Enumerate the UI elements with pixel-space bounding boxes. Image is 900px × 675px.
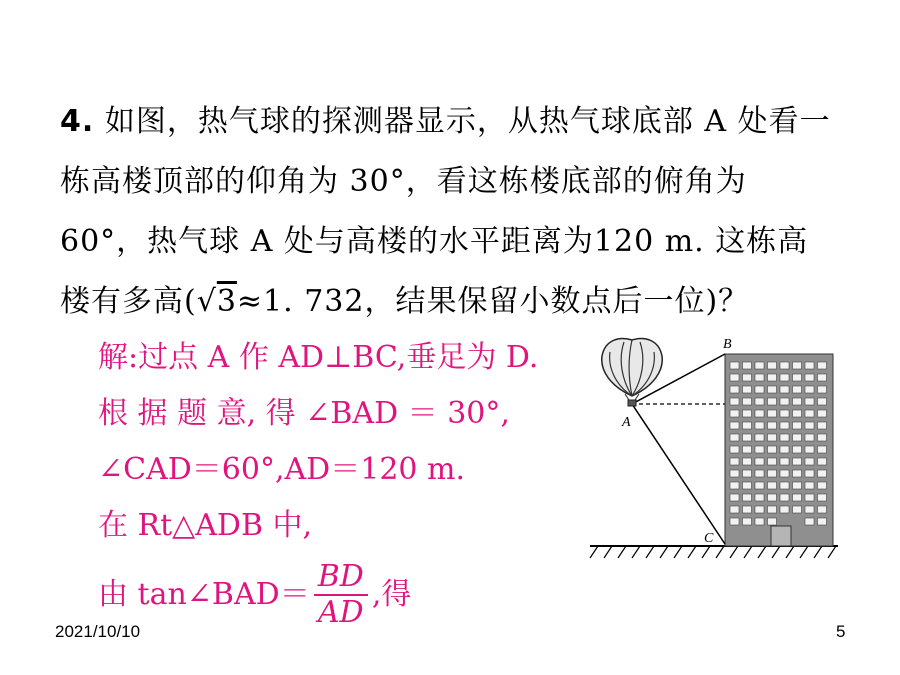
solution-line-2: 根 据 题 意, 得 ∠BAD ＝ 30°, [98, 396, 510, 431]
building-window [768, 386, 777, 393]
building-window [818, 398, 827, 405]
building-window [780, 362, 789, 369]
building-window [743, 518, 752, 525]
building-window [793, 398, 802, 405]
building-window [805, 386, 814, 393]
building-window [818, 506, 827, 513]
fraction [314, 560, 368, 630]
building-window [805, 374, 814, 381]
building-window [805, 458, 814, 465]
problem-line-2: 栋高楼顶部的仰角为 30°，看这栋楼底部的俯角为 [60, 164, 747, 199]
building-window [805, 470, 814, 477]
building-window [755, 458, 764, 465]
building-window [805, 410, 814, 417]
problem-line-4-pre: 楼有多高(√ [60, 284, 217, 319]
building-window [768, 398, 777, 405]
label-C: C [704, 531, 714, 546]
building-window [818, 434, 827, 441]
building-window [818, 374, 827, 381]
building-window [730, 386, 739, 393]
problem-line-4-post: ≈1. 732，结果保留小数点后一位)？ [236, 284, 750, 319]
building-window [818, 386, 827, 393]
line-AC [632, 404, 725, 544]
building-window [755, 470, 764, 477]
building-window [780, 458, 789, 465]
building-door [771, 526, 791, 546]
building-window [793, 374, 802, 381]
hot-air-balloon-icon [602, 339, 663, 406]
building [725, 354, 833, 546]
building-window [768, 362, 777, 369]
building-window [805, 446, 814, 453]
building-window [793, 410, 802, 417]
building-window [730, 482, 739, 489]
building-window [793, 470, 802, 477]
building-window [743, 458, 752, 465]
ground [590, 546, 838, 558]
building-window [730, 410, 739, 417]
building-window [780, 386, 789, 393]
building-window [730, 374, 739, 381]
building-window [755, 362, 764, 369]
building-window [768, 446, 777, 453]
building-window [818, 422, 827, 429]
building-window [780, 494, 789, 501]
problem-line-4 [60, 272, 840, 332]
building-window [780, 422, 789, 429]
problem-radicand: 3 [216, 284, 237, 319]
building-window [755, 518, 764, 525]
building-window [793, 446, 802, 453]
building-window [805, 434, 814, 441]
building-window [755, 410, 764, 417]
building-window [818, 494, 827, 501]
building-window [730, 458, 739, 465]
building-window [805, 494, 814, 501]
building-window [793, 362, 802, 369]
building-window [743, 470, 752, 477]
building-window [730, 470, 739, 477]
building-window [730, 506, 739, 513]
building-window [743, 494, 752, 501]
building-window [755, 446, 764, 453]
building-window [768, 410, 777, 417]
page-number: 5 [836, 622, 846, 641]
building-window [755, 374, 764, 381]
solution-line-1: 解:过点 A 作 AD⊥BC,垂足为 D. [98, 340, 539, 375]
building-window [793, 422, 802, 429]
building-window [805, 422, 814, 429]
solution-line-3: ∠CAD＝60°,AD＝120 m. [98, 452, 466, 487]
building-window [730, 494, 739, 501]
building-window [780, 470, 789, 477]
building-window [818, 470, 827, 477]
building-window [743, 362, 752, 369]
fraction-numerator: BD [314, 560, 368, 596]
building-window [805, 362, 814, 369]
building-window [743, 398, 752, 405]
building-window [780, 434, 789, 441]
building-window [768, 374, 777, 381]
footer-date: 2021/10/10 [55, 622, 141, 641]
building-window [768, 434, 777, 441]
solution-line-4: 在 Rt△ADB 中, [98, 508, 313, 543]
building-window [793, 386, 802, 393]
building-window [730, 362, 739, 369]
building-window [755, 422, 764, 429]
problem-number: 4. [60, 104, 95, 139]
building-window [743, 482, 752, 489]
building-window [730, 446, 739, 453]
building-window [768, 482, 777, 489]
problem-text [60, 92, 840, 332]
building-window [780, 374, 789, 381]
building-window [730, 434, 739, 441]
building-window [755, 506, 764, 513]
building-window [768, 518, 777, 525]
building-window [780, 410, 789, 417]
solution-line-5 [98, 560, 538, 630]
solution-line-5-post: ,得 [371, 577, 412, 612]
building-window [730, 398, 739, 405]
building-window [805, 482, 814, 489]
building-window [730, 422, 739, 429]
problem-line-1-text: 如图，热气球的探测器显示，从热气球底部 A 处看一 [104, 104, 831, 139]
building-window [768, 506, 777, 513]
building-window [793, 458, 802, 465]
building-window [793, 506, 802, 513]
building-window [743, 446, 752, 453]
building-window [818, 446, 827, 453]
building-window [755, 482, 764, 489]
building-window [743, 422, 752, 429]
building-window [805, 506, 814, 513]
building-window [793, 482, 802, 489]
building-window [780, 398, 789, 405]
building-window [755, 434, 764, 441]
building-window [755, 398, 764, 405]
building-window [818, 518, 827, 525]
building-window [780, 482, 789, 489]
building-window [805, 398, 814, 405]
fraction-denominator: AD [317, 595, 364, 630]
building-window [743, 506, 752, 513]
building-window [743, 386, 752, 393]
building-window [805, 518, 814, 525]
label-B: B [723, 337, 732, 352]
problem-line-3: 60°，热气球 A 处与高楼的水平距离为120 m. 这栋高 [60, 224, 809, 259]
building-window [755, 494, 764, 501]
building-window [768, 422, 777, 429]
solution-line-5-pre: 由 tan∠BAD＝ [98, 577, 310, 612]
building-window [818, 362, 827, 369]
problem-line-1 [60, 92, 840, 152]
building-window [818, 482, 827, 489]
building-window [743, 374, 752, 381]
building-window [768, 494, 777, 501]
building-window [743, 434, 752, 441]
building-window [793, 494, 802, 501]
building-window [730, 518, 739, 525]
building-window [780, 446, 789, 453]
building-window [780, 506, 789, 513]
diagram-figure [568, 330, 848, 570]
solution-text [98, 330, 538, 630]
building-window [768, 458, 777, 465]
building-window [818, 458, 827, 465]
building-window [818, 410, 827, 417]
building-window [768, 470, 777, 477]
building-window [755, 386, 764, 393]
building-window [743, 410, 752, 417]
building-window [793, 434, 802, 441]
label-A: A [622, 415, 631, 430]
